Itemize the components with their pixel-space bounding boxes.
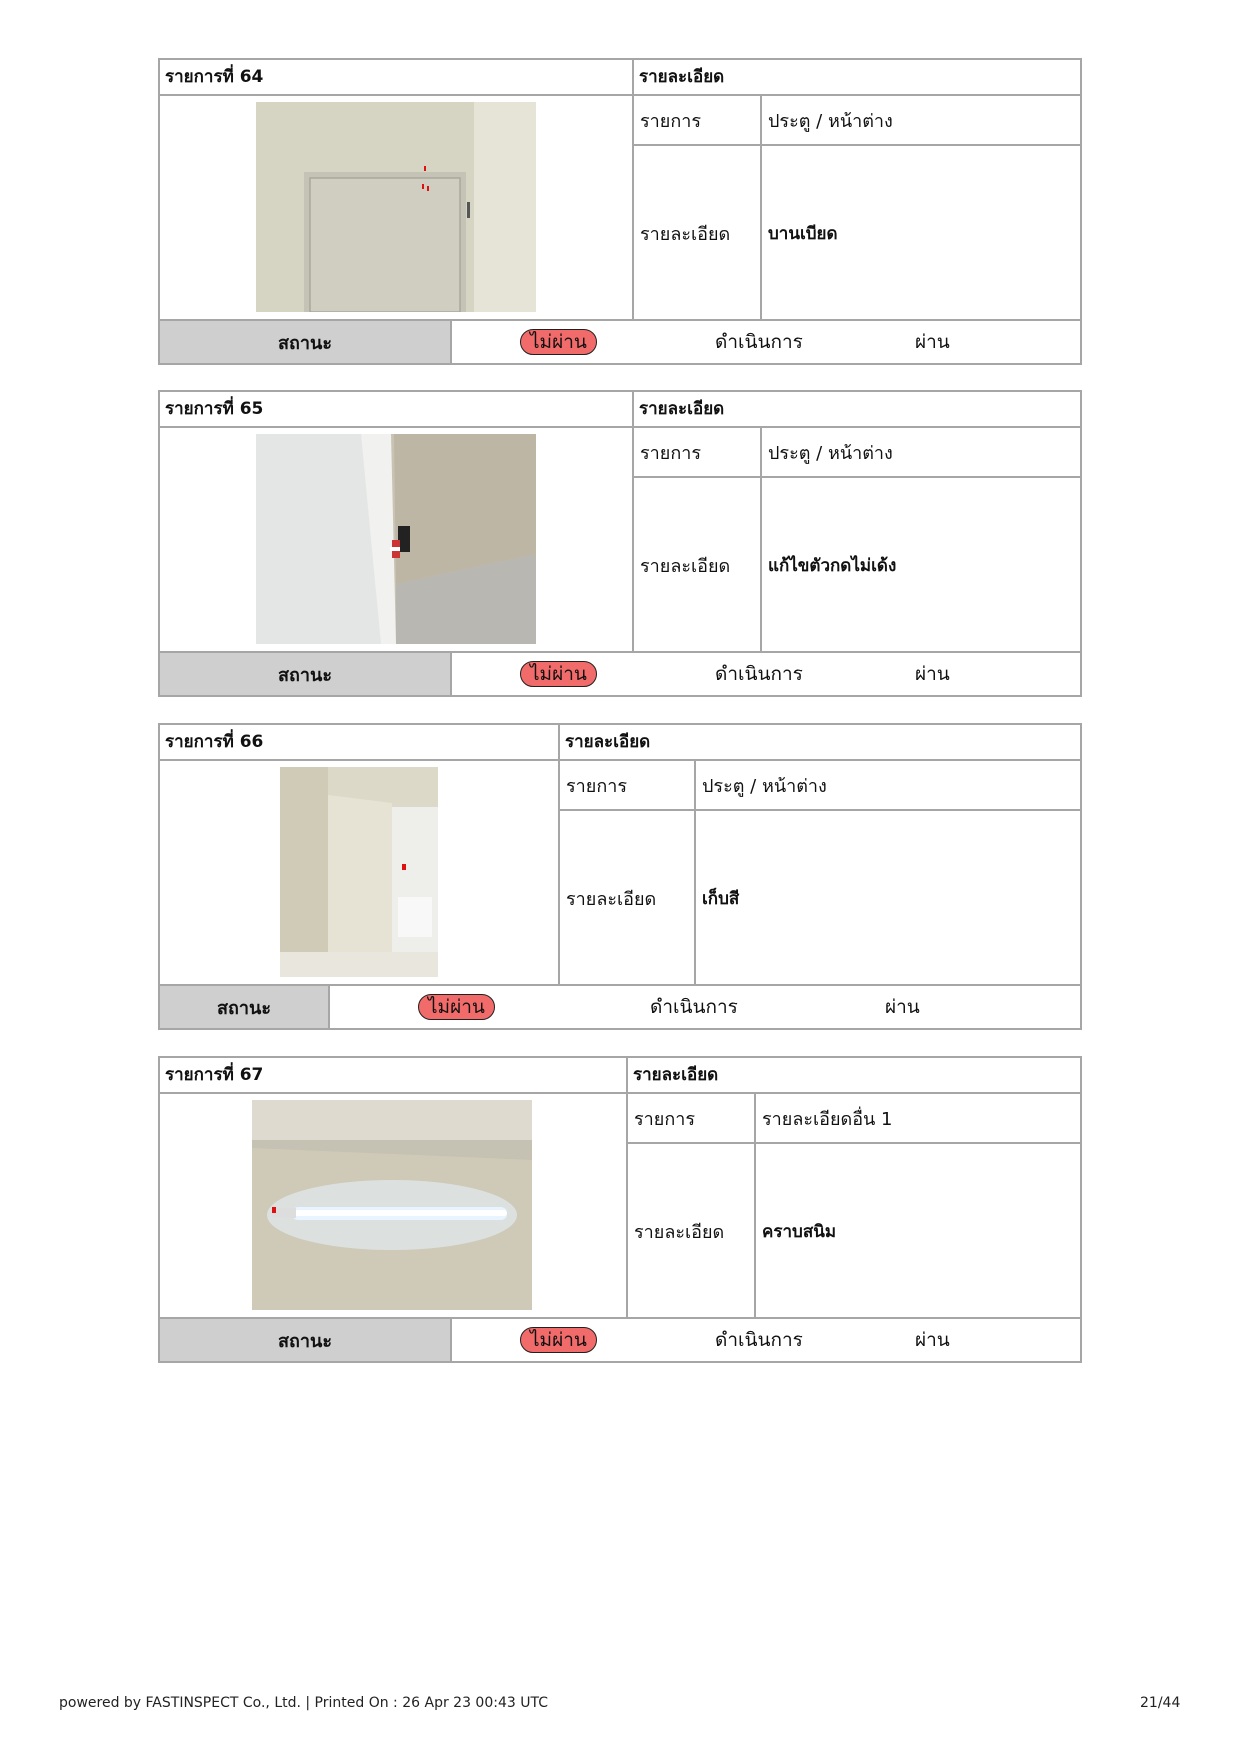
detail-row <box>634 478 1080 653</box>
detail-row <box>560 811 1080 986</box>
status-row <box>160 984 1080 1028</box>
footer-credit: powered by FASTINSPECT Co., Ltd. | Printed On : 26 Apr 23 00:43 UTC <box>59 1695 548 1711</box>
detail-header: รายละเอียด <box>633 1065 719 1085</box>
status-label: สถานะ <box>160 986 330 1028</box>
card-header <box>160 60 1080 96</box>
status-row <box>160 651 1080 695</box>
card-header <box>160 1058 1080 1094</box>
status-in-progress[interactable]: ดำเนินการ <box>715 1329 803 1351</box>
status-fail-selected[interactable]: ไม่ผ่าน <box>520 1327 597 1353</box>
status-row <box>160 1317 1080 1361</box>
photo-cell <box>160 761 558 986</box>
status-label: สถานะ <box>160 321 452 363</box>
category-row <box>628 1094 1080 1144</box>
status-label: สถานะ <box>160 1319 452 1361</box>
category-row <box>634 96 1080 146</box>
category-label: รายการ <box>634 1108 695 1130</box>
category-value: ประตู / หน้าต่าง <box>768 110 893 132</box>
door-panel-photo[interactable] <box>256 102 536 312</box>
detail-value: คราบสนิม <box>762 1222 837 1242</box>
status-fail-selected[interactable]: ไม่ผ่าน <box>418 994 495 1020</box>
item-title: รายการที่ 67 <box>165 1065 264 1085</box>
inspection-card-64 <box>158 58 1082 365</box>
detail-value: แก้ไขตัวกดไม่เด้ง <box>768 556 897 576</box>
detail-header: รายละเอียด <box>565 732 651 752</box>
status-pass[interactable]: ผ่าน <box>915 663 950 685</box>
door-stopper-photo[interactable] <box>256 434 536 644</box>
detail-row <box>628 1144 1080 1319</box>
category-label: รายการ <box>640 110 701 132</box>
status-pass[interactable]: ผ่าน <box>885 996 920 1018</box>
detail-label: รายละเอียด <box>640 224 731 245</box>
inspection-card-65 <box>158 390 1082 697</box>
detail-row <box>634 146 1080 321</box>
detail-label: รายละเอียด <box>640 556 731 577</box>
status-row <box>160 319 1080 363</box>
page-number: 21/44 <box>1140 1695 1181 1711</box>
status-pass[interactable]: ผ่าน <box>915 331 950 353</box>
detail-value: เก็บสี <box>702 889 740 909</box>
item-title: รายการที่ 65 <box>165 399 264 419</box>
photo-cell <box>160 1094 626 1319</box>
detail-label: รายละเอียด <box>634 1222 725 1243</box>
card-header <box>160 392 1080 428</box>
category-value: รายละเอียดอื่น 1 <box>762 1108 893 1130</box>
status-fail-selected[interactable]: ไม่ผ่าน <box>520 661 597 687</box>
open-door-photo[interactable] <box>280 767 438 977</box>
fluorescent-lamp-photo[interactable] <box>252 1100 532 1310</box>
card-header <box>160 725 1080 761</box>
category-value: ประตู / หน้าต่าง <box>768 442 893 464</box>
detail-header: รายละเอียด <box>639 399 725 419</box>
status-fail-selected[interactable]: ไม่ผ่าน <box>520 329 597 355</box>
item-title: รายการที่ 64 <box>165 67 264 87</box>
detail-header: รายละเอียด <box>639 67 725 87</box>
status-in-progress[interactable]: ดำเนินการ <box>650 996 738 1018</box>
item-title: รายการที่ 66 <box>165 732 264 752</box>
category-value: ประตู / หน้าต่าง <box>702 775 827 797</box>
photo-cell <box>160 96 632 321</box>
category-row <box>634 428 1080 478</box>
inspection-card-66 <box>158 723 1082 1030</box>
detail-label: รายละเอียด <box>566 889 657 910</box>
category-label: รายการ <box>566 775 627 797</box>
photo-cell <box>160 428 632 653</box>
detail-value: บานเบียด <box>768 224 838 244</box>
status-in-progress[interactable]: ดำเนินการ <box>715 331 803 353</box>
inspection-card-67 <box>158 1056 1082 1363</box>
status-pass[interactable]: ผ่าน <box>915 1329 950 1351</box>
status-label: สถานะ <box>160 653 452 695</box>
status-in-progress[interactable]: ดำเนินการ <box>715 663 803 685</box>
category-label: รายการ <box>640 442 701 464</box>
category-row <box>560 761 1080 811</box>
